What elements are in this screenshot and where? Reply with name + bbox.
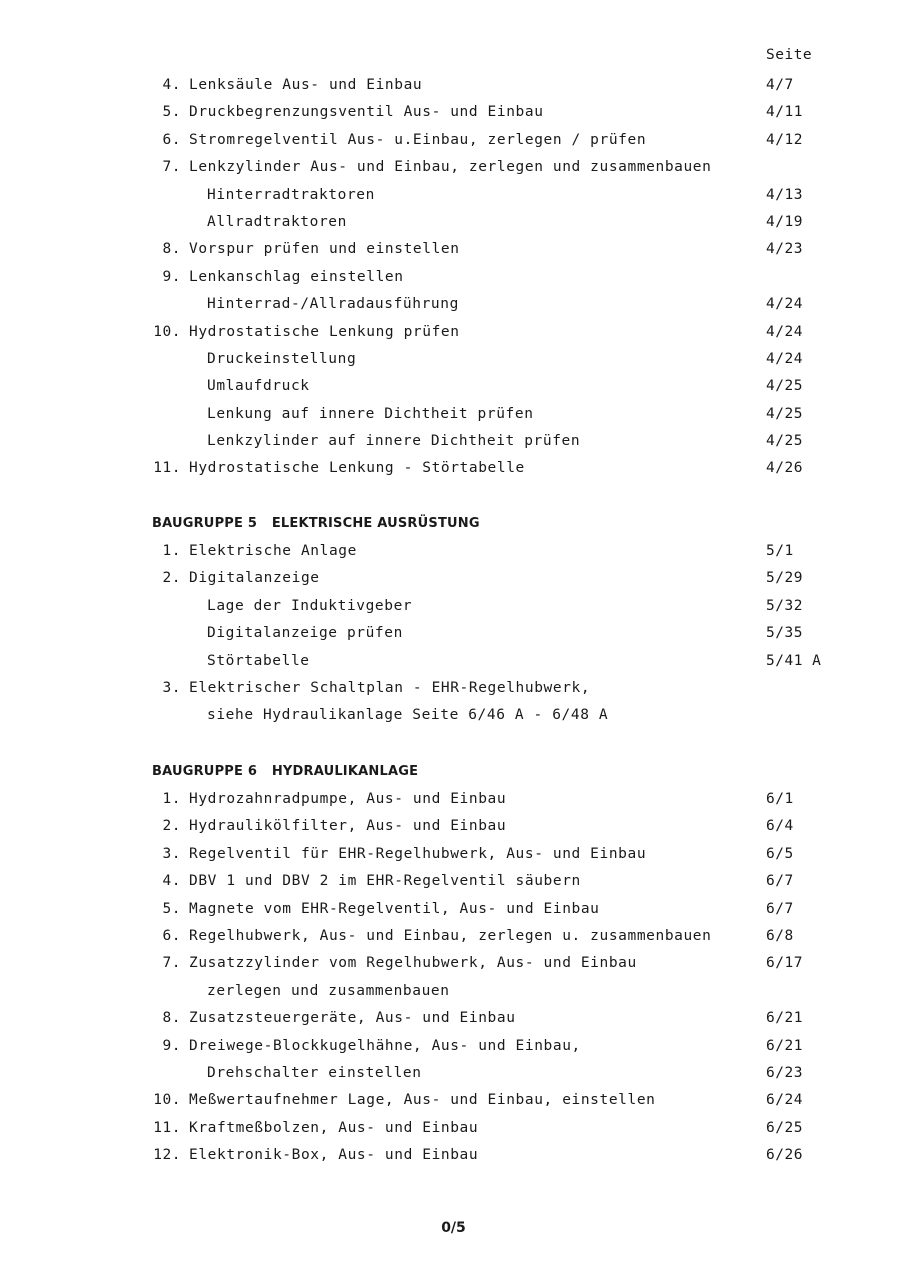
entry-title: Zusatzzylinder vom Regelhubwerk, Aus- und Einbau xyxy=(189,955,637,972)
entry-page: 4/24 xyxy=(766,323,803,340)
entry-page: 6/5 xyxy=(766,845,794,862)
entry-page: 6/21 xyxy=(766,1010,803,1027)
entry-page: 4/25 xyxy=(766,405,803,422)
toc-entry xyxy=(0,868,907,895)
entry-number: 4. xyxy=(162,873,181,890)
entry-page: 6/17 xyxy=(766,955,803,972)
toc-entry xyxy=(0,1142,907,1169)
toc-entry xyxy=(0,896,907,923)
toc-entry xyxy=(0,401,907,428)
toc-entry xyxy=(0,428,907,455)
toc-entry xyxy=(0,841,907,868)
entry-title: Druckbegrenzungsventil Aus- und Einbau xyxy=(189,104,544,121)
entry-title: Elektronik-Box, Aus- und Einbau xyxy=(189,1147,479,1164)
toc-entry xyxy=(0,373,907,400)
entry-page: 4/25 xyxy=(766,378,803,395)
section-5-title: ELEKTRISCHE AUSRÜSTUNG xyxy=(271,516,480,531)
entry-number: 9. xyxy=(162,268,181,285)
entry-page: 4/19 xyxy=(766,213,803,230)
toc-entry xyxy=(0,1005,907,1032)
toc-entry xyxy=(0,950,907,977)
toc-entry xyxy=(0,620,907,647)
entry-title: Elektrische Anlage xyxy=(189,543,357,559)
entry-number: 3. xyxy=(162,845,181,862)
entry-number: 1. xyxy=(162,543,181,559)
entry-title: Vorspur prüfen und einstellen xyxy=(189,241,460,258)
entry-title: Drehschalter einstellen xyxy=(207,1064,422,1081)
entry-page: 5/1 xyxy=(766,543,794,559)
entry-number: 3. xyxy=(162,679,181,696)
entry-title: Hydrostatische Lenkung prüfen xyxy=(189,323,460,340)
entry-page: 6/7 xyxy=(766,900,794,917)
entry-page: 6/24 xyxy=(766,1092,803,1109)
entry-title: Dreiwege-Blockkugelhähne, Aus- und Einbau, xyxy=(189,1037,581,1054)
toc-entry xyxy=(0,648,907,675)
entry-title: Störtabelle xyxy=(207,652,310,669)
entry-title: Magnete vom EHR-Regelventil, Aus- und Einbau xyxy=(189,900,600,917)
entry-title: zerlegen und zusammenbauen xyxy=(207,982,450,999)
entry-number: 10. xyxy=(153,323,181,340)
toc-entry xyxy=(0,1087,907,1114)
section-6-list xyxy=(0,786,907,1169)
entry-page: 6/25 xyxy=(766,1119,803,1136)
entry-title: Lenksäule Aus- und Einbau xyxy=(189,77,423,93)
entry-title: Lenkzylinder Aus- und Einbau, zerlegen und zusammenbauen xyxy=(189,159,712,176)
toc-entry xyxy=(0,565,907,592)
entry-title: Elektrischer Schaltplan - EHR-Regelhubwerk, xyxy=(189,679,591,696)
entry-page: 4/7 xyxy=(766,77,794,93)
entry-number: 11. xyxy=(153,1119,181,1136)
toc-entry xyxy=(0,291,907,318)
toc-entry xyxy=(0,1033,907,1060)
section-5-group: BAUGRUPPE 5 xyxy=(152,516,258,531)
toc-entry xyxy=(0,182,907,209)
entry-number: 1. xyxy=(162,791,181,807)
entry-title: Hydraulikölfilter, Aus- und Einbau xyxy=(189,818,507,835)
entry-number: 8. xyxy=(162,1010,181,1027)
entry-title: Kraftmeßbolzen, Aus- und Einbau xyxy=(189,1119,479,1136)
section-6-group: BAUGRUPPE 6 xyxy=(152,764,258,779)
toc-entry xyxy=(0,236,907,263)
entry-title: Digitalanzeige prüfen xyxy=(207,625,403,642)
entry-page: 6/21 xyxy=(766,1037,803,1054)
entry-page: 4/23 xyxy=(766,241,803,258)
entry-title: Meßwertaufnehmer Lage, Aus- und Einbau, einstellen xyxy=(189,1092,656,1109)
section-6-heading xyxy=(152,762,418,782)
toc-entry xyxy=(0,786,907,813)
entry-title: Digitalanzeige xyxy=(189,570,320,587)
entry-title: Zusatzsteuergeräte, Aus- und Einbau xyxy=(189,1010,516,1027)
entry-page: 6/23 xyxy=(766,1064,803,1081)
entry-title: Druckeinstellung xyxy=(207,350,357,367)
toc-entry xyxy=(0,319,907,346)
entry-page: 6/26 xyxy=(766,1147,803,1164)
entry-number: 4. xyxy=(162,77,181,93)
entry-page: 4/24 xyxy=(766,350,803,367)
toc-entry xyxy=(0,593,907,620)
entry-title: Regelhubwerk, Aus- und Einbau, zerlegen u. zusammenbauen xyxy=(189,927,712,944)
toc-entry xyxy=(0,675,907,702)
toc-entry xyxy=(0,813,907,840)
toc-entry xyxy=(0,538,907,565)
entry-title: Umlaufdruck xyxy=(207,378,310,395)
entry-number: 9. xyxy=(162,1037,181,1054)
entry-page: 5/41 A xyxy=(766,652,822,669)
toc-entry xyxy=(0,346,907,373)
entry-page: 6/1 xyxy=(766,791,794,807)
entry-page: 6/7 xyxy=(766,873,794,890)
entry-title: Regelventil für EHR-Regelhubwerk, Aus- und Einbau xyxy=(189,845,647,862)
entry-title: Lenkanschlag einstellen xyxy=(189,268,404,285)
toc-entry xyxy=(0,154,907,181)
toc-entry xyxy=(0,455,907,482)
entry-title: Lenkzylinder auf innere Dichtheit prüfen xyxy=(207,433,581,450)
entry-page: 4/26 xyxy=(766,460,803,477)
entry-number: 10. xyxy=(153,1092,181,1109)
entry-title: Lage der Induktivgeber xyxy=(207,597,413,614)
entry-number: 8. xyxy=(162,241,181,258)
entry-page: 5/35 xyxy=(766,625,803,642)
entry-number: 5. xyxy=(162,104,181,121)
toc-entry xyxy=(0,209,907,236)
entry-title: Stromregelventil Aus- u.Einbau, zerlegen / prüfen xyxy=(189,131,647,148)
entry-number: 7. xyxy=(162,955,181,972)
entry-number: 11. xyxy=(153,460,181,477)
entry-page: 4/12 xyxy=(766,131,803,148)
toc-entry xyxy=(0,702,907,729)
entry-title: Allradtraktoren xyxy=(207,213,347,230)
toc-entry xyxy=(0,1115,907,1142)
entry-page: 4/11 xyxy=(766,104,803,121)
seite-column-label: Seite xyxy=(766,47,813,63)
section-5-heading xyxy=(152,514,480,534)
entry-title: Hydrozahnradpumpe, Aus- und Einbau xyxy=(189,791,507,807)
toc-entry xyxy=(0,1060,907,1087)
entry-page: 4/13 xyxy=(766,186,803,203)
entry-title: Hinterradtraktoren xyxy=(207,186,375,203)
entry-title: siehe Hydraulikanlage Seite 6/46 A - 6/48 A xyxy=(207,707,609,724)
entry-title: Lenkung auf innere Dichtheit prüfen xyxy=(207,405,534,422)
entry-title: DBV 1 und DBV 2 im EHR-Regelventil säubern xyxy=(189,873,581,890)
entry-number: 7. xyxy=(162,159,181,176)
section-6-title: HYDRAULIKANLAGE xyxy=(271,764,419,779)
entry-number: 12. xyxy=(153,1147,181,1164)
section-4-list xyxy=(0,72,907,483)
toc-entry xyxy=(0,127,907,154)
entry-title: Hinterrad-/Allradausführung xyxy=(207,296,459,313)
entry-page: 6/4 xyxy=(766,818,794,835)
entry-page: 4/25 xyxy=(766,433,803,450)
entry-page: 4/24 xyxy=(766,296,803,313)
toc-entry xyxy=(0,978,907,1005)
entry-title: Hydrostatische Lenkung - Störtabelle xyxy=(189,460,525,477)
toc-entry xyxy=(0,72,907,99)
toc-entry xyxy=(0,99,907,126)
entry-number: 2. xyxy=(162,570,181,587)
toc-entry xyxy=(0,264,907,291)
page-number: 0/5 xyxy=(441,1220,466,1236)
toc-entry xyxy=(0,923,907,950)
entry-number: 6. xyxy=(162,131,181,148)
entry-number: 2. xyxy=(162,818,181,835)
entry-page: 6/8 xyxy=(766,927,794,944)
entry-number: 6. xyxy=(162,927,181,944)
entry-number: 5. xyxy=(162,900,181,917)
entry-page: 5/32 xyxy=(766,597,803,614)
entry-page: 5/29 xyxy=(766,570,803,587)
section-5-list xyxy=(0,538,907,730)
